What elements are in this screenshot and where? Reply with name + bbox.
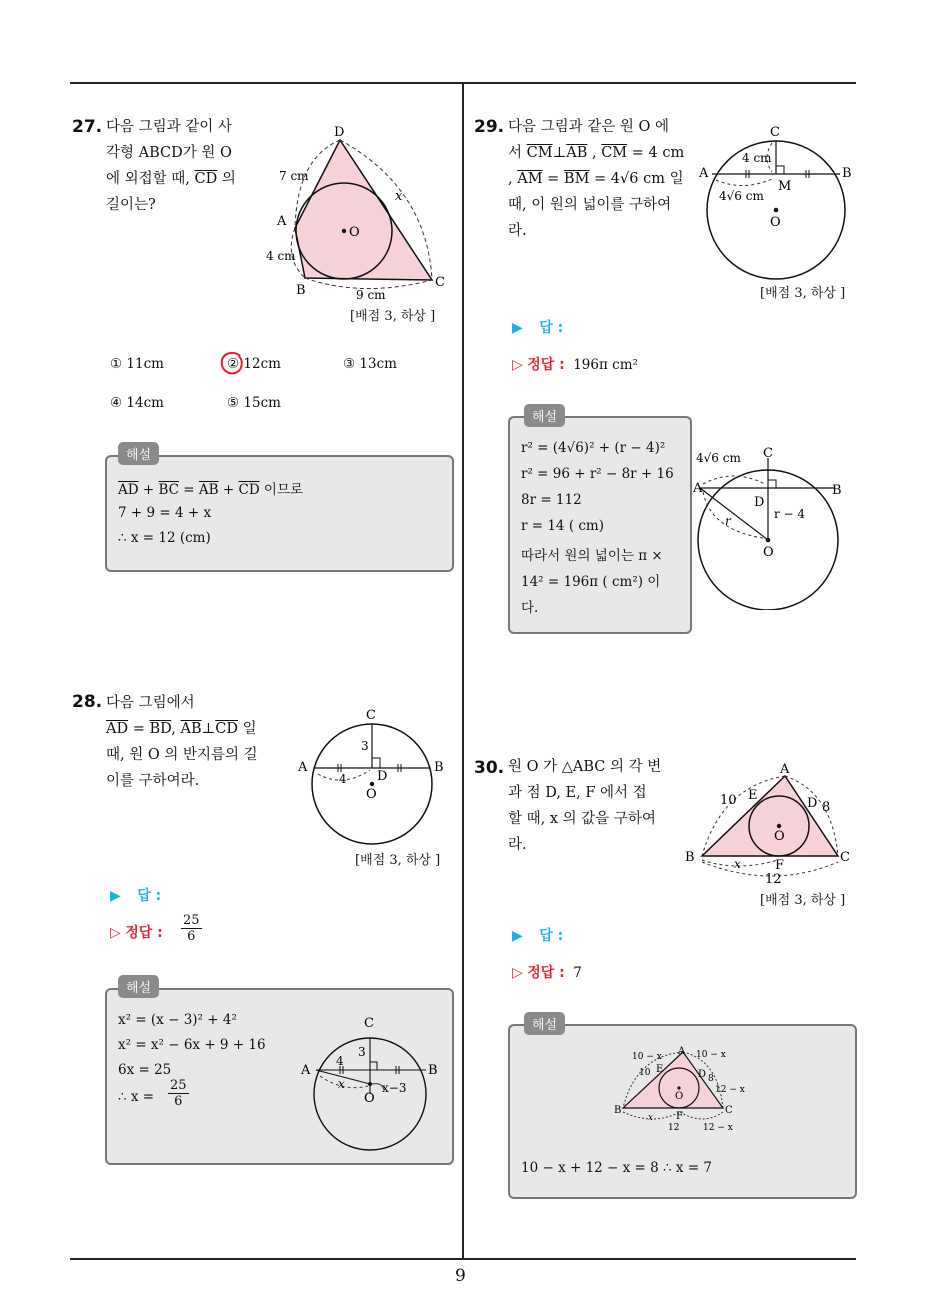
q28-solution-tag: 해설	[118, 975, 159, 998]
q28-answer-row	[110, 885, 161, 905]
q28-line: 이를 구하여라.	[106, 773, 200, 789]
q29-sol-line-6: 14² = 196π ( cm²) 이	[521, 574, 661, 590]
q27-sol-line-3: ∴ x = 12 (cm)	[118, 530, 211, 546]
q30-solution-tag: 해설	[524, 1012, 565, 1035]
q30-score: [배점 3, 하상 ]	[760, 893, 846, 908]
q27-label-ad: 7 cm	[279, 169, 309, 183]
q29-sol-label-ad: 4√6 cm	[696, 451, 741, 465]
column-divider	[462, 82, 464, 1260]
bottom-rule	[70, 1258, 856, 1260]
q28-label-c: C	[366, 708, 376, 723]
q29-label-b: B	[842, 166, 852, 181]
answer-arrow-icon: ▶	[110, 888, 121, 904]
q30-sol-label-b: B	[614, 1105, 622, 1116]
q27-label-b: B	[296, 283, 306, 298]
q27-sol-line-1: $\overline{AD} + \overline{BC} = \overline{AB} + \overline{CD}$ 이므로	[118, 482, 304, 498]
q29-label-o: O	[770, 215, 781, 230]
q28-line: 다음 그림에서	[106, 695, 195, 711]
q28-sol-line-3: 6x = 25	[118, 1062, 172, 1078]
q27-label-d: D	[334, 125, 345, 140]
q30-label-b: B	[685, 850, 695, 865]
q29-sol-line-2: r² = 96 + r² − 8r + 16	[521, 466, 674, 482]
q28-sol-label-c: C	[364, 1016, 374, 1031]
q28-correct-row	[110, 922, 163, 942]
q28-sol-label-3: 3	[358, 1045, 366, 1059]
q27-line: 각형 ABCD가 원 O	[106, 145, 232, 161]
q30-label-8: 8	[822, 800, 831, 815]
q28-sol-label-b: B	[428, 1063, 438, 1078]
answer-arrow-icon: ▶	[512, 320, 523, 336]
q30-sol-label-l10: 10	[639, 1068, 651, 1078]
q30-sol-label-r8: 8	[708, 1074, 714, 1084]
q28-text	[106, 690, 286, 794]
q28-solution-figure	[298, 1012, 448, 1162]
q30-label-e: E	[748, 788, 758, 803]
q27-line: 에 외접할 때, $\overline{CD}$ 의	[106, 171, 236, 187]
q30-number: 30.	[474, 758, 505, 778]
correct-arrow-icon: ▷	[512, 357, 523, 373]
q29-sol-label-o: O	[763, 545, 774, 560]
q27-option-4[interactable]: ④ 14cm	[110, 395, 164, 411]
q29-sol-label-r: r	[725, 514, 731, 528]
q30-sol-label-o: O	[675, 1091, 684, 1102]
q30-answer-row	[512, 925, 563, 945]
q28-sol-label-xm3: x−3	[382, 1081, 407, 1095]
q28-number: 28.	[72, 692, 103, 712]
q29-line: 서 $\overline{CM}\perp\overline{AB}$ , $\overline{CM} = 4$ cm	[508, 145, 685, 161]
q30-correct-row	[512, 962, 582, 982]
q27-line: 다음 그림과 같이 사	[106, 119, 232, 135]
q29-figure	[694, 118, 859, 283]
q29-line: 다음 그림과 같은 원 O 에	[508, 119, 669, 135]
q27-text	[106, 114, 256, 218]
q27-figure	[262, 118, 462, 308]
q30-line: 과 점 D, E, F 에서 접	[508, 785, 647, 801]
q28-sol-label-o: O	[364, 1091, 375, 1106]
q28-sol-label-4: 4	[336, 1054, 344, 1068]
q30-correct-label: 정답 :	[527, 965, 565, 981]
q27-sol-line-2: 7 + 9 = 4 + x	[118, 505, 212, 521]
q29-correct-label: 정답 :	[527, 357, 565, 373]
q29-sol-label-a: A	[693, 481, 703, 496]
q28-sol-label-a: A	[301, 1063, 311, 1078]
q29-correct-value: 196π cm²	[573, 357, 638, 373]
q28-sol-line-1: x² = (x − 3)² + 4²	[118, 1012, 237, 1028]
q28-answer-label: 답 :	[137, 888, 162, 904]
q30-correct-value: 7	[573, 965, 582, 981]
q29-label-a: A	[699, 166, 709, 181]
q28-label-a: A	[298, 760, 308, 775]
q29-label-c: C	[770, 125, 780, 140]
q27-score: [배점 3, 하상 ]	[350, 309, 436, 324]
q29-sol-line-3: 8r = 112	[521, 492, 582, 508]
q30-sol-label-b12x: 12 − x	[703, 1123, 733, 1133]
q30-text	[508, 754, 673, 858]
q27-option-5[interactable]: ⑤ 15cm	[227, 395, 281, 411]
correct-arrow-icon: ▷	[512, 965, 523, 981]
q30-sol-label-d: D	[698, 1069, 707, 1080]
q27-line: 길이는?	[106, 197, 156, 213]
q30-sol-label-bx: x	[648, 1113, 654, 1123]
q29-number: 29.	[474, 117, 505, 137]
q29-label-m: M	[778, 179, 792, 194]
q29-sol-label-b: B	[832, 483, 842, 498]
q28-sol-label-x: x	[338, 1077, 345, 1091]
q30-sol-label-c: C	[725, 1105, 733, 1116]
q27-number: 27.	[72, 117, 103, 137]
q27-solution-tag: 해설	[118, 442, 159, 465]
q29-label-am: 4√6 cm	[719, 189, 764, 203]
q30-sol-label-tr: 10 − x	[696, 1050, 726, 1060]
q30-sol-label-f: F	[676, 1111, 683, 1122]
q30-line: 라.	[508, 837, 527, 853]
q28-label-3: 3	[361, 739, 369, 753]
q30-answer-label: 답 :	[539, 928, 564, 944]
page-number: 9	[455, 1266, 466, 1286]
q30-figure	[682, 762, 858, 888]
q27-option-2[interactable]: ② 12cm	[227, 356, 281, 372]
q29-sol-line-1: r² = (4√6)² + (r − 4)²	[521, 440, 666, 456]
q28-sol-line-2: x² = x² − 6x + 9 + 16	[118, 1037, 266, 1053]
answer-arrow-icon: ▶	[512, 928, 523, 944]
q27-label-bc: 9 cm	[356, 288, 386, 302]
q30-sol-line-1: 10 − x + 12 − x = 8 ∴ x = 7	[521, 1160, 713, 1176]
q30-label-o: O	[774, 829, 785, 844]
q30-label-12: 12	[765, 872, 782, 887]
q30-label-c: C	[840, 850, 850, 865]
q29-text	[508, 114, 693, 244]
q27-option-1[interactable]: ① 11cm	[110, 356, 164, 372]
q29-line: , $\overline{AM} = \overline{BM} = 4√6$ cm 일	[508, 171, 684, 187]
q30-label-a: A	[780, 762, 790, 777]
q28-label-o: O	[366, 787, 377, 802]
q27-label-a: A	[277, 214, 287, 229]
q27-label-o: O	[349, 225, 360, 240]
q30-label-x: x	[734, 857, 741, 871]
q28-correct-fraction: 25 6	[183, 913, 200, 944]
q29-answer-label: 답 :	[539, 320, 564, 336]
q30-sol-label-tl: 10 − x	[632, 1052, 662, 1062]
q29-solution-tag: 해설	[524, 404, 565, 427]
q30-label-10: 10	[720, 793, 737, 808]
q29-sol-label-c: C	[763, 446, 773, 461]
q30-line: 원 O 가 △ABC 의 각 변	[508, 759, 662, 775]
q28-line: $\overline{AD} = \overline{BD}$, $\overline{AB}\perp\overline{CD}$ 일	[106, 721, 257, 737]
q28-figure	[295, 704, 460, 849]
q30-sol-label-r12: 12 − x	[715, 1085, 745, 1095]
q28-sol-line-4: ∴ x =	[118, 1089, 155, 1105]
q30-sol-label-b12: 12	[668, 1123, 680, 1133]
q30-solution-figure	[608, 1042, 756, 1138]
q30-line: 할 때, x 의 값을 구하여	[508, 811, 656, 827]
q27-label-x: x	[395, 189, 403, 204]
q27-option-3[interactable]: ③ 13cm	[343, 356, 397, 372]
q27-label-c: C	[435, 275, 445, 290]
q28-sol-fraction: 25 6	[170, 1078, 187, 1109]
q28-label-d: D	[377, 769, 388, 784]
q28-score: [배점 3, 하상 ]	[355, 853, 441, 868]
q29-sol-line-7: 다.	[521, 600, 539, 616]
q29-answer-row	[512, 317, 563, 337]
q28-label-b: B	[434, 760, 444, 775]
q28-line: 때, 원 O 의 반지름의 길	[106, 747, 258, 763]
q29-sol-label-rm4: r − 4	[774, 507, 806, 521]
q29-sol-line-5: 따라서 원의 넓이는 π ×	[521, 548, 663, 564]
q29-sol-label-d: D	[754, 495, 765, 510]
q29-line: 때, 이 원의 넓이를 구하여	[508, 197, 672, 213]
q28-correct-label: 정답 :	[125, 925, 163, 941]
q30-label-f: F	[775, 858, 785, 873]
q30-sol-label-a: A	[678, 1046, 686, 1057]
q27-label-ab: 4 cm	[266, 249, 296, 263]
correct-arrow-icon: ▷	[110, 925, 121, 941]
q29-solution-figure	[693, 440, 853, 610]
q29-line: 라.	[508, 223, 527, 239]
q30-sol-label-e: E	[656, 1064, 664, 1075]
q30-label-d: D	[807, 796, 818, 811]
q29-label-cm: 4 cm	[742, 151, 772, 165]
q29-score: [배점 3, 하상 ]	[760, 286, 846, 301]
q29-sol-line-4: r = 14 ( cm)	[521, 518, 605, 534]
selected-answer-circle-icon	[218, 350, 246, 378]
q28-label-4: 4	[339, 772, 347, 786]
q29-correct-row	[512, 354, 638, 374]
